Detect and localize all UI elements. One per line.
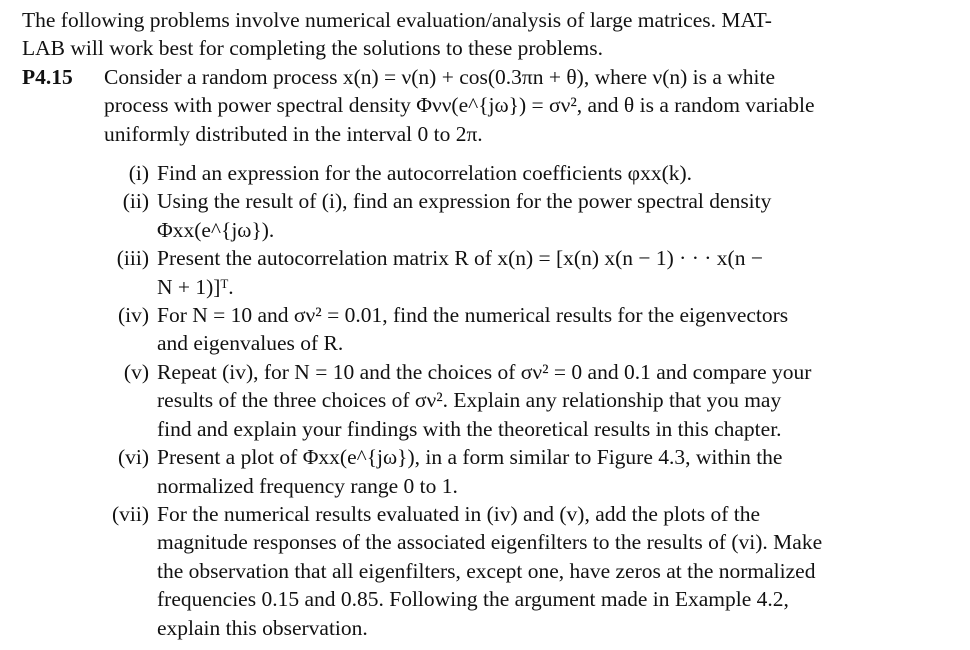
intro-paragraph <box>22 6 907 63</box>
part-text <box>157 500 907 642</box>
part-line: magnitude responses of the associated eigenfilters to the results of (vi). Make <box>157 530 823 555</box>
part-v <box>22 358 907 443</box>
part-line: Present a plot of Φxx(e^{jω}), in a form similar to Figure 4.3, within the <box>157 445 783 470</box>
document-page <box>22 6 907 642</box>
part-iii <box>22 244 907 301</box>
statement-line: uniformly distributed in the interval 0 to 2π. <box>104 121 483 146</box>
part-label: (vii) <box>111 501 149 526</box>
problem-parts-list <box>22 159 907 642</box>
part-text <box>157 358 907 443</box>
part-line: N + 1)]ᵀ. <box>157 274 234 299</box>
part-text <box>157 443 907 500</box>
part-line: Φxx(e^{jω}). <box>157 217 275 242</box>
part-line: Present the autocorrelation matrix R of x(n) = [x(n) x(n − 1) · · · x(n − <box>157 246 763 271</box>
part-line: the observation that all eigenfilters, except one, have zeros at the normalized <box>157 558 816 583</box>
part-label: (iv) <box>117 303 149 328</box>
part-line: and eigenvalues of R. <box>157 331 344 356</box>
part-line: find and explain your findings with the theoretical results in this chapter. <box>157 416 782 441</box>
part-text <box>157 187 907 244</box>
part-line: frequencies 0.15 and 0.85. Following the argument made in Example 4.2, <box>157 587 789 612</box>
problem-p4-15 <box>22 63 907 148</box>
part-label: (vi) <box>117 445 149 470</box>
part-i <box>22 159 907 187</box>
intro-line: The following problems involve numerical evaluation/analysis of large matrices. MAT- <box>22 8 772 32</box>
part-label: (ii) <box>122 189 149 214</box>
problem-label: P4.15 <box>22 64 73 89</box>
part-line: results of the three choices of σν². Explain any relationship that you may <box>157 388 782 413</box>
part-label: (iii) <box>116 246 149 271</box>
part-iv <box>22 301 907 358</box>
part-line: normalized frequency range 0 to 1. <box>157 473 458 498</box>
statement-line: process with power spectral density Φνν(e^{jω}) = σν², and θ is a random variable <box>104 93 815 118</box>
part-line: Repeat (iv), for N = 10 and the choices of σν² = 0 and 0.1 and compare your <box>157 359 812 384</box>
part-ii <box>22 187 907 244</box>
part-line: Using the result of (i), find an expression for the power spectral density <box>157 189 772 214</box>
part-line: For the numerical results evaluated in (iv) and (v), add the plots of the <box>157 501 761 526</box>
intro-line: LAB will work best for completing the solutions to these problems. <box>22 36 604 61</box>
part-label: (v) <box>123 359 149 384</box>
part-vi <box>22 443 907 500</box>
part-text <box>157 301 907 358</box>
part-text <box>157 159 907 187</box>
part-line: Find an expression for the autocorrelation coefficients φxx(k). <box>157 161 693 186</box>
problem-body <box>104 63 907 148</box>
part-line: For N = 10 and σν² = 0.01, find the numerical results for the eigenvectors <box>157 303 789 328</box>
part-text <box>157 244 907 301</box>
part-line: explain this observation. <box>157 615 368 640</box>
problem-statement <box>104 63 907 148</box>
part-label: (i) <box>128 161 149 186</box>
part-vii <box>22 500 907 642</box>
statement-line: Consider a random process x(n) = ν(n) + cos(0.3πn + θ), where ν(n) is a white <box>104 64 776 89</box>
